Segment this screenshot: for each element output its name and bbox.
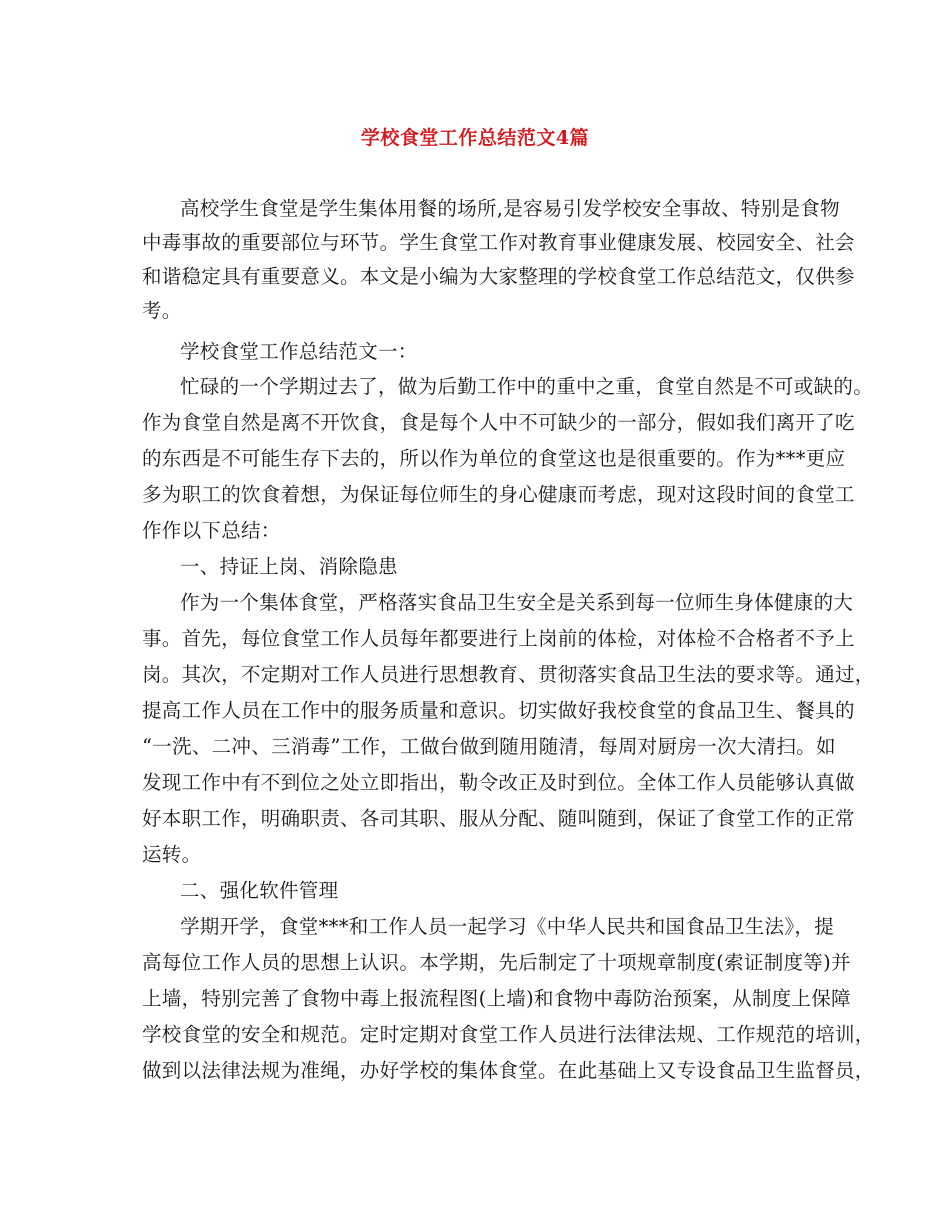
paragraph-line: 学校食堂的安全和规范。定时定期对食堂工作人员进行法律法规、工作规范的培训， [142,1023,875,1046]
paragraph-line: 考。 [142,299,182,322]
paragraph-line: 忙碌的一个学期过去了，做为后勤工作中的重中之重，食堂自然是不可或缺的。 [180,375,874,398]
paragraph-line: 作为食堂自然是离不开饮食，食是每个人中不可缺少的一部分，假如我们离开了吃 [142,411,855,434]
paragraph-line: 岗。其次，不定期对工作人员进行思想教育、贯彻落实食品卫生法的要求等。通过， [142,663,875,686]
paragraph-line: 中毒事故的重要部位与环节。学生食堂工作对教育事业健康发展、校园安全、社会 [142,231,855,254]
paragraph-line: 和谐稳定具有重要意义。本文是小编为大家整理的学校食堂工作总结范文，仅供参 [142,265,855,288]
paragraph-line: 上墙，特别完善了食物中毒上报流程图(上墙)和食物中毒防治预案，从制度上保障 [142,987,851,1010]
section-heading: 学校食堂工作总结范文一： [180,340,418,363]
paragraph-line: 多为职工的饮食着想，为保证每位师生的身心健康而考虑，现对这段时间的食堂工 [142,483,855,506]
paragraph-line: 好本职工作，明确职责、各司其职、服从分配、随叫随到，保证了食堂工作的正常 [142,807,855,830]
paragraph-line: 高每位工作人员的思想上认识。本学期，先后制定了十项规章制度(索证制度等)并 [142,951,851,974]
paragraph-line: 学期开学，食堂***和工作人员一起学习《中华人民共和国食品卫生法》，提 [180,915,835,938]
paragraph-line: “一洗、二冲、三消毒”工作，工做台做到随用随清，每周对厨房一次大清扫。如 [142,735,836,758]
paragraph-line: 作作以下总结： [142,519,281,542]
document-title: 学校食堂工作总结范文4篇 [360,127,590,149]
paragraph-line: 发现工作中有不到位之处立即指出，勒令改正及时到位。全体工作人员能够认真做 [142,771,855,794]
paragraph-line: 做到以法律法规为准绳，办好学校的集体食堂。在此基础上又专设食品卫生监督员， [142,1059,875,1082]
section-heading: 二、强化软件管理 [180,879,339,902]
paragraph-line: 高校学生食堂是学生集体用餐的场所,是容易引发学校安全事故、特别是食物 [180,197,840,220]
paragraph-line: 作为一个集体食堂，严格落实食品卫生安全是关系到每一位师生身体健康的大 [180,591,854,614]
paragraph-line: 事。首先，每位食堂工作人员每年都要进行上岗前的体检，对体检不合格者不予上 [142,627,855,650]
section-heading: 一、持证上岗、消除隐患 [180,555,398,578]
paragraph-line: 提高工作人员在工作中的服务质量和意识。切实做好我校食堂的食品卫生、餐具的 [142,699,855,722]
paragraph-line: 运转。 [142,843,202,866]
paragraph-line: 的东西是不可能生存下去的，所以作为单位的食堂这也是很重要的。作为***更应 [142,447,846,470]
